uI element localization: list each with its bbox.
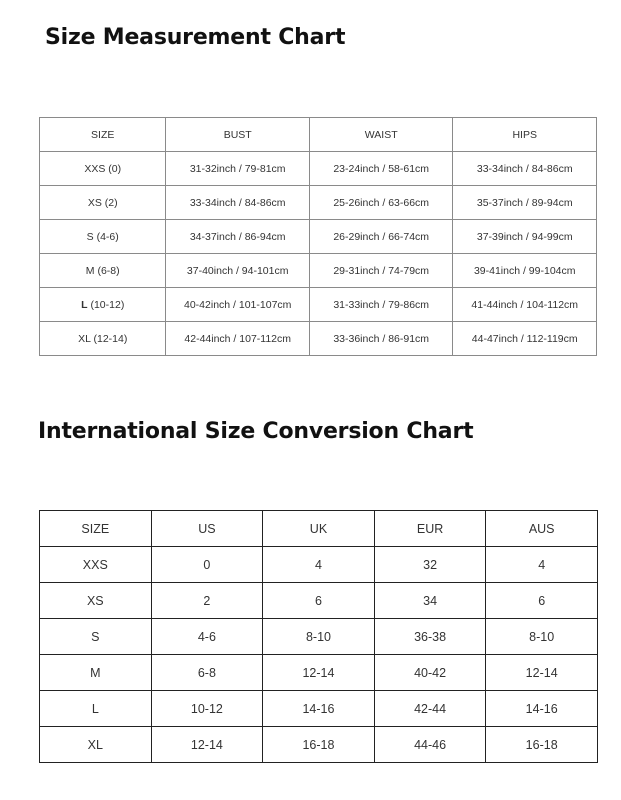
table-row: [40, 220, 597, 254]
table-row: [40, 186, 597, 220]
cell-bust: 42-44inch / 107-112cm: [166, 322, 310, 356]
cell-waist: 23-24inch / 58-61cm: [309, 152, 453, 186]
cell-eur: 34: [374, 583, 486, 619]
conversion-chart-title: International Size Conversion Chart: [38, 419, 474, 444]
cell-size: XL: [40, 727, 152, 763]
cell-eur: 42-44: [374, 691, 486, 727]
cell-bust: 34-37inch / 86-94cm: [166, 220, 310, 254]
table-row: [40, 254, 597, 288]
cell-size: XXS: [40, 547, 152, 583]
table-row: [40, 655, 598, 691]
cell-waist: 25-26inch / 63-66cm: [309, 186, 453, 220]
cell-uk: 16-18: [263, 727, 375, 763]
cell-eur: 36-38: [374, 619, 486, 655]
table-header-row: [40, 511, 598, 547]
cell-eur: 44-46: [374, 727, 486, 763]
cell-uk: 6: [263, 583, 375, 619]
header-eur: EUR: [374, 511, 486, 547]
cell-uk: 8-10: [263, 619, 375, 655]
cell-uk: 14-16: [263, 691, 375, 727]
header-aus: AUS: [486, 511, 598, 547]
cell-aus: 12-14: [486, 655, 598, 691]
table-row: [40, 619, 598, 655]
cell-waist: 31-33inch / 79-86cm: [309, 288, 453, 322]
cell-us: 10-12: [151, 691, 263, 727]
cell-bust: 40-42inch / 101-107cm: [166, 288, 310, 322]
cell-size: S: [40, 619, 152, 655]
cell-us: 4-6: [151, 619, 263, 655]
cell-hips: 41-44inch / 104-112cm: [453, 288, 597, 322]
cell-aus: 4: [486, 547, 598, 583]
cell-hips: 44-47inch / 112-119cm: [453, 322, 597, 356]
cell-us: 12-14: [151, 727, 263, 763]
cell-aus: 14-16: [486, 691, 598, 727]
table-row: [40, 322, 597, 356]
size-measurement-table: [39, 117, 597, 356]
cell-size: L: [40, 691, 152, 727]
cell-aus: 16-18: [486, 727, 598, 763]
cell-size: [40, 288, 166, 322]
cell-size: M (6-8): [40, 254, 166, 288]
header-size: SIZE: [40, 511, 152, 547]
table-row: [40, 691, 598, 727]
cell-size: XS (2): [40, 186, 166, 220]
cell-us: 2: [151, 583, 263, 619]
measurement-chart-title: Size Measurement Chart: [45, 25, 346, 50]
table-row: [40, 288, 597, 322]
header-us: US: [151, 511, 263, 547]
cell-eur: 32: [374, 547, 486, 583]
cell-us: 0: [151, 547, 263, 583]
size-conversion-table: [39, 510, 598, 763]
table-row: [40, 152, 597, 186]
cell-hips: 33-34inch / 84-86cm: [453, 152, 597, 186]
header-waist: WAIST: [309, 118, 453, 152]
cell-waist: 29-31inch / 74-79cm: [309, 254, 453, 288]
cell-size: XXS (0): [40, 152, 166, 186]
cell-waist: 26-29inch / 66-74cm: [309, 220, 453, 254]
size-letter: L: [81, 298, 88, 311]
cell-hips: 35-37inch / 89-94cm: [453, 186, 597, 220]
cell-bust: 37-40inch / 94-101cm: [166, 254, 310, 288]
header-uk: UK: [263, 511, 375, 547]
cell-eur: 40-42: [374, 655, 486, 691]
size-suffix: (10-12): [87, 298, 125, 311]
cell-waist: 33-36inch / 86-91cm: [309, 322, 453, 356]
cell-us: 6-8: [151, 655, 263, 691]
cell-aus: 8-10: [486, 619, 598, 655]
table-header-row: [40, 118, 597, 152]
header-bust: BUST: [166, 118, 310, 152]
cell-aus: 6: [486, 583, 598, 619]
table-row: [40, 727, 598, 763]
cell-bust: 31-32inch / 79-81cm: [166, 152, 310, 186]
cell-bust: 33-34inch / 84-86cm: [166, 186, 310, 220]
header-size: SIZE: [40, 118, 166, 152]
cell-size: XL (12-14): [40, 322, 166, 356]
header-hips: HIPS: [453, 118, 597, 152]
cell-size: XS: [40, 583, 152, 619]
cell-hips: 37-39inch / 94-99cm: [453, 220, 597, 254]
table-row: [40, 583, 598, 619]
cell-hips: 39-41inch / 99-104cm: [453, 254, 597, 288]
cell-size: M: [40, 655, 152, 691]
cell-uk: 4: [263, 547, 375, 583]
cell-uk: 12-14: [263, 655, 375, 691]
cell-size: S (4-6): [40, 220, 166, 254]
table-row: [40, 547, 598, 583]
